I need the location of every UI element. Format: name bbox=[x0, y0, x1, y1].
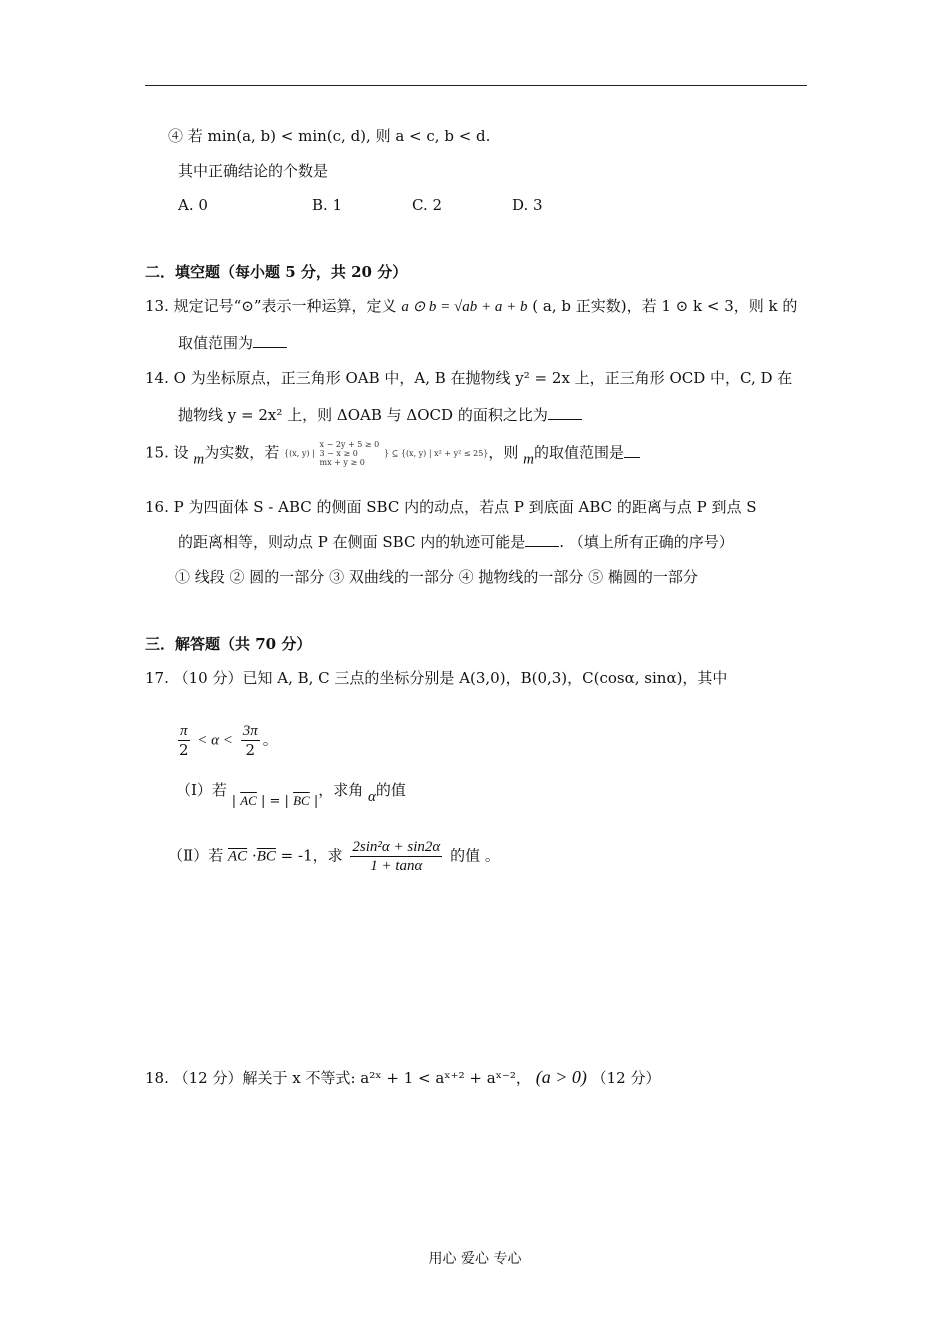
q16-line2-tail: . （填上所有正确的序号） bbox=[559, 533, 734, 551]
q15-system-row3: mx + y ≥ 0 bbox=[319, 458, 365, 467]
q12-option-c: C. 2 bbox=[412, 196, 443, 214]
q17-frac1-num: π bbox=[180, 723, 188, 739]
q15-prefix: 15. 设 bbox=[145, 443, 189, 462]
q17-part2-vec-ac: $\overline{AC}$ bbox=[227, 848, 248, 865]
q17-range-mid: < α < bbox=[197, 732, 233, 749]
q17-part2-vec-bc: $\overline{BC}$ bbox=[256, 848, 276, 865]
q14-line1: 14. O 为坐标原点，正三角形 OAB 中，A, B 在抛物线 y² = 2x 上，正三角形 OCD 中，C, D 在 bbox=[145, 369, 793, 387]
q18-line bbox=[145, 1067, 661, 1088]
q17-vec-bc: $\overline{BC}$ bbox=[293, 793, 310, 808]
q17-part2-num: 2sin²α + sin2α bbox=[352, 839, 441, 855]
q17-frac1-den: 2 bbox=[178, 741, 189, 759]
q17-frac-1 bbox=[178, 722, 190, 759]
q17-part1-b: ，求角 bbox=[318, 781, 364, 799]
q17-part1-abs: | $\overline{AC}$ | = | $\overline{BC}$ | bbox=[231, 793, 319, 809]
q17-part1-c: 的值 bbox=[375, 781, 406, 799]
q15-suffix: ，则 bbox=[488, 443, 519, 462]
section2-title: 二．填空题（每小题 5 分，共 20 分） bbox=[145, 263, 408, 281]
q17-part1-eq: | = | bbox=[261, 794, 289, 809]
q15-blank[interactable] bbox=[624, 443, 640, 458]
q17-part2-a: （Ⅱ）若 bbox=[168, 846, 224, 865]
q17-range-end: 。 bbox=[262, 730, 278, 749]
q16-blank[interactable] bbox=[525, 532, 559, 547]
q17-part2-dot: · bbox=[251, 846, 257, 865]
q17-range bbox=[175, 722, 278, 759]
q12-option-a: A. 0 bbox=[178, 196, 208, 214]
q17-line1: 17. （10 分）已知 A, B, C 三点的坐标分别是 A(3,0)，B(0,3)，C(cosα, sinα)，其中 bbox=[145, 669, 728, 687]
q13-text-b: ( a, b 正实数)，若 1 ⊙ k < 3，则 k 的 bbox=[532, 297, 798, 315]
q12-option-b: B. 1 bbox=[312, 196, 343, 214]
q17-frac2-den: 2 bbox=[245, 741, 255, 759]
q15-system-row1: x − 2y + 5 ≥ 0 bbox=[319, 440, 380, 449]
q17-part2 bbox=[168, 838, 500, 875]
q16-choices: ① 线段 ② 圆的一部分 ③ 双曲线的一部分 ④ 抛物线的一部分 ⑤ 椭圆的一部分 bbox=[175, 568, 698, 586]
q12-option-d: D. 3 bbox=[512, 196, 543, 214]
q18-text: 18. （12 分）解关于 x 不等式: a²ˣ + 1 < aˣ⁺² + aˣ⁻²， bbox=[145, 1069, 531, 1087]
q15-system-row2: 3 − x ≥ 0 bbox=[319, 449, 358, 458]
q17-part2-b: 的值 。 bbox=[450, 846, 500, 865]
q17-part2-eq: = -1，求 bbox=[280, 846, 343, 865]
q18-score: （12 分） bbox=[591, 1069, 661, 1087]
q16-line2 bbox=[178, 532, 734, 552]
section3-title: 三．解答题（共 70 分） bbox=[145, 635, 312, 653]
q15-system bbox=[320, 440, 380, 467]
q13-line1 bbox=[145, 296, 797, 317]
q16-line1: 16. P 为四面体 S - ABC 的侧面 SBC 内的动点，若点 P 到底面 ABC 的距离与点 P 到点 S bbox=[145, 498, 757, 516]
q12-item4: ④ 若 min(a, b) < min(c, d), 则 a < c, b < d. bbox=[168, 127, 491, 145]
q17-part2-frac bbox=[350, 838, 442, 875]
q17-part2-den: 1 + tanα bbox=[370, 858, 423, 874]
q17-part1-var: α bbox=[368, 789, 376, 805]
q18-cond: (a > 0) bbox=[535, 1067, 587, 1087]
q14-line2-text: 抛物线 y = 2x² 上，则 ΔOAB 与 ΔOCD 的面积之比为 bbox=[178, 406, 548, 424]
q16-line2-text: 的距离相等，则动点 P 在侧面 SBC 内的轨迹可能是 bbox=[178, 533, 526, 551]
q17-frac-2 bbox=[241, 722, 260, 759]
q17-part1-a: （Ⅰ）若 bbox=[176, 781, 227, 799]
q13-line2-text: 取值范围为 bbox=[178, 334, 254, 352]
q14-line2 bbox=[178, 405, 582, 425]
q15-mid: 为实数，若 bbox=[204, 443, 280, 462]
q14-blank[interactable] bbox=[548, 405, 582, 420]
q15-set2: } ⊆ {(x, y) | x² + y² ≤ 25} bbox=[383, 449, 489, 458]
q13-blank[interactable] bbox=[253, 333, 287, 348]
header-rule bbox=[145, 85, 807, 86]
q17-part1 bbox=[176, 780, 406, 812]
q17-vec-ac: $\overline{AC}$ bbox=[240, 793, 257, 808]
q13-line2 bbox=[178, 333, 287, 353]
q15-var: m bbox=[193, 451, 205, 468]
q15-set-head: {(x, y) | bbox=[284, 449, 315, 458]
page-footer: 用心 爱心 专心 bbox=[428, 1251, 522, 1267]
q12-stem: 其中正确结论的个数是 bbox=[178, 162, 329, 180]
q13-expr: a ⊙ b = √ab + a + b bbox=[401, 299, 528, 315]
q15-line bbox=[145, 440, 640, 470]
q13-text-a: 13. 规定记号“⊙”表示一种运算，定义 bbox=[145, 297, 397, 315]
q15-suffix2: 的取值范围是 bbox=[534, 443, 625, 462]
q15-var2: m bbox=[523, 451, 535, 468]
q17-frac2-num: 3π bbox=[242, 723, 258, 739]
